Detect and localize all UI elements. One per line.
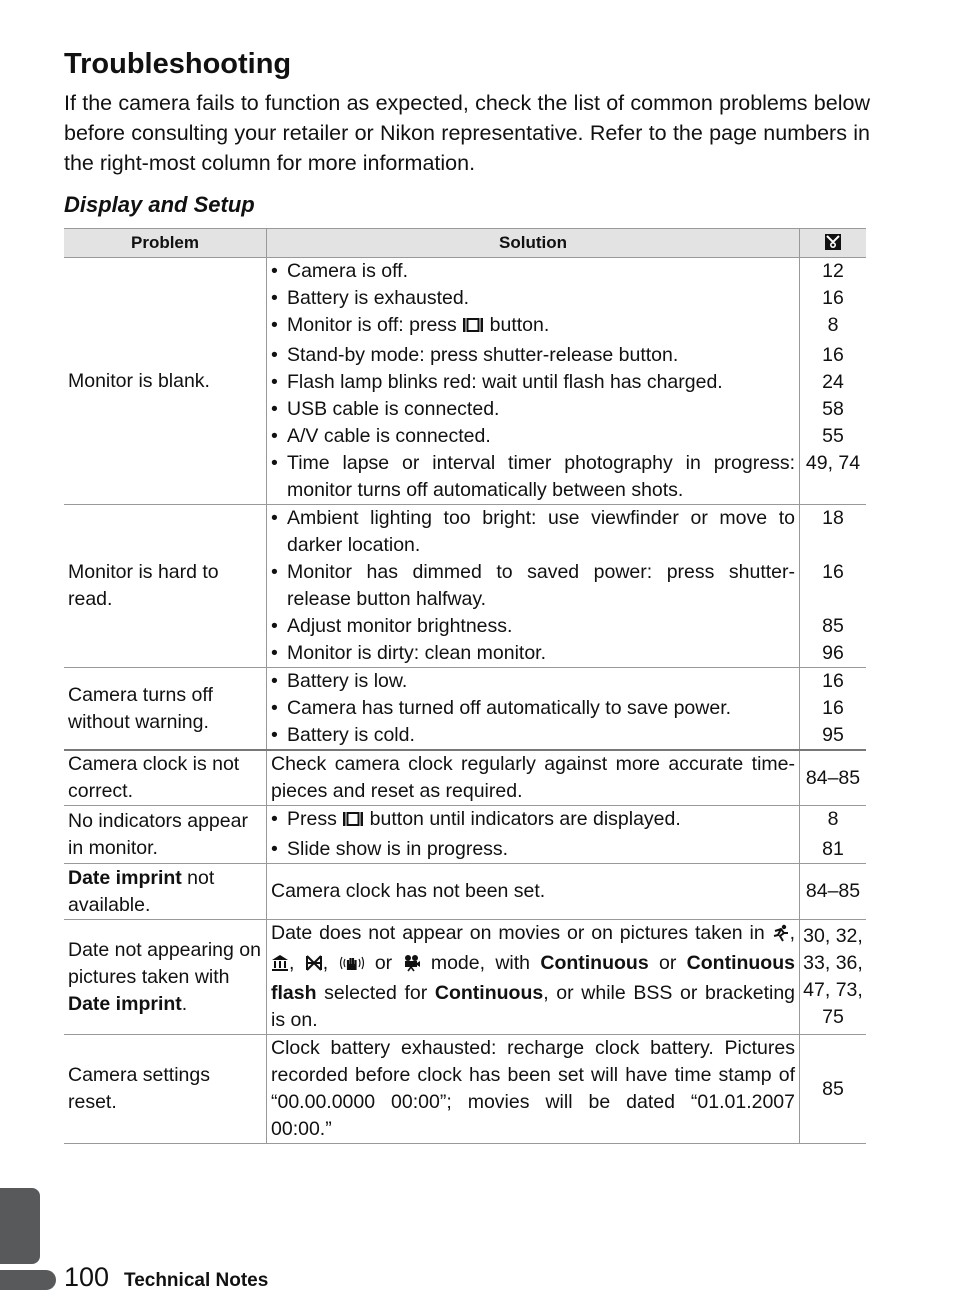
text-run: . — [181, 992, 188, 1015]
section-name: Technical Notes — [124, 1270, 269, 1291]
solution-cell — [266, 640, 799, 667]
table-row — [64, 668, 866, 751]
page-reference — [799, 342, 866, 369]
solution-text — [287, 640, 546, 667]
bullet: • — [271, 371, 278, 393]
page-reference — [799, 1035, 866, 1143]
solution-cell — [266, 836, 799, 863]
solution-text — [287, 369, 723, 396]
solution-cell — [266, 369, 799, 396]
solution-cell — [266, 920, 799, 1034]
text-run: A/V cable is connected. — [287, 425, 491, 447]
text-run: Clock battery exhausted: recharge clock battery. Pictures recorded before clock has been set will have time stamp of “00.00.0000 00:00”; movies will be dated “01.01.2007 00:00.” — [271, 1037, 795, 1140]
text-run: Monitor has dimmed to saved power: press shutter-release button halfway. — [287, 561, 795, 610]
bullet: • — [271, 425, 278, 447]
page-reference-text: 58 — [822, 398, 844, 420]
chapter-tab — [0, 1188, 40, 1264]
solution-text — [287, 285, 469, 312]
bullet: • — [271, 615, 278, 637]
solution-cell — [266, 505, 799, 559]
text-run: Camera is off. — [287, 260, 409, 282]
page-reference-text: 49, 74 — [805, 452, 861, 474]
bullet: • — [271, 561, 278, 583]
problem-cell — [64, 505, 266, 667]
page-reference-text: 85 — [822, 615, 844, 637]
text-run: Camera turns off without warning. — [68, 683, 213, 733]
page-reference-text: 8 — [827, 808, 839, 830]
page-reference-text: 16 — [822, 670, 844, 692]
text-run: Stand-by mode: press shutter-release button. — [287, 344, 679, 366]
bold-text: Continuous flash — [271, 952, 795, 1004]
solution-text — [287, 342, 678, 369]
page-reference-text: 24 — [822, 371, 844, 393]
monitor-button-icon — [342, 809, 364, 836]
page-reference-text: 16 — [822, 697, 844, 719]
text-run: Battery is cold. — [287, 724, 415, 746]
page-reference — [799, 559, 866, 613]
text-run: , or while BSS or bracketing is on. — [271, 982, 796, 1031]
problem-cell — [64, 751, 266, 805]
bold-text: Date imprint — [68, 992, 182, 1015]
text-run: Check camera clock regularly against more accurate time-pieces and reset as required. — [271, 753, 795, 802]
solution-cell — [266, 450, 799, 504]
table-header — [64, 228, 866, 258]
bullet: • — [271, 344, 278, 366]
bullet: • — [271, 398, 278, 420]
solution-cell — [266, 668, 799, 695]
bullet: • — [271, 314, 278, 336]
bullet: • — [271, 287, 278, 309]
text-run: Camera clock has not been set. — [271, 880, 546, 902]
page-reference-text: 84–85 — [805, 880, 861, 902]
text-run: mode, with — [420, 952, 541, 974]
text-run: Monitor is dirty: clean monitor. — [287, 642, 547, 664]
solution-text — [287, 836, 508, 863]
sports-mode-icon — [772, 923, 790, 950]
solution-text — [287, 423, 491, 450]
bullet: • — [271, 724, 278, 746]
page-reference-text: 16 — [822, 287, 844, 309]
solution-cell — [266, 864, 799, 919]
page-reference — [799, 450, 866, 504]
solution-cell — [266, 559, 799, 613]
solution-text — [287, 450, 795, 504]
museum-mode-icon — [271, 953, 289, 980]
problem-text — [68, 559, 262, 613]
problem-text — [68, 865, 262, 919]
movie-mode-icon — [403, 953, 421, 980]
page-reference-text: 16 — [822, 344, 844, 366]
page-title: Troubleshooting — [64, 48, 292, 80]
page-reference-text: 96 — [822, 642, 844, 664]
text-run: Ambient lighting too bright: use viewfinder or move to darker location. — [287, 507, 795, 556]
page-reference — [799, 722, 866, 749]
page-reference — [799, 695, 866, 722]
solution-cell — [266, 342, 799, 369]
page-reference — [799, 369, 866, 396]
solution-cell — [266, 312, 799, 342]
text-run: selected for — [316, 982, 435, 1004]
intro-paragraph: If the camera fails to function as expected, check the list of common problems below before consulting your retailer or Nikon representative. Refer to the page numbers in the right-most column for more information. — [64, 91, 870, 175]
problem-text — [68, 808, 262, 862]
text-run: button. — [484, 314, 550, 336]
page-reference-text: 84–85 — [805, 766, 861, 789]
text-run: Battery is exhausted. — [287, 287, 470, 309]
table-row — [64, 751, 866, 806]
table-row — [64, 806, 866, 864]
solution-cell — [266, 806, 799, 836]
text-run: , — [289, 952, 305, 974]
text-run: , — [789, 922, 795, 944]
page-reference — [799, 285, 866, 312]
page-reference — [799, 920, 866, 1034]
bullet: • — [271, 260, 278, 282]
text-run: Slide show is in progress. — [287, 838, 509, 860]
chapter-tab-bar — [0, 1270, 56, 1290]
page-reference — [799, 613, 866, 640]
solution-text — [271, 1035, 795, 1143]
problem-cell — [64, 258, 266, 504]
solution-text — [287, 312, 549, 342]
page-reference — [799, 836, 866, 863]
page-reference — [799, 806, 866, 836]
text-run: Monitor is hard to read. — [68, 561, 219, 610]
solution-cell — [266, 258, 799, 285]
bold-text: Continuous — [540, 952, 649, 974]
bullet: • — [271, 697, 278, 719]
solution-text — [287, 668, 407, 695]
text-run: Press — [287, 808, 343, 830]
solution-cell — [266, 751, 799, 805]
table-row — [64, 1035, 866, 1144]
bullet: • — [271, 642, 278, 664]
page-reference-text: 18 — [822, 507, 844, 529]
text-run: Time lapse or interval timer photography in progress: monitor turns off automatically between shots. — [287, 452, 795, 501]
page-reference — [799, 751, 866, 805]
troubleshooting-table — [64, 228, 866, 1144]
text-run: Date does not appear on movies or on pictures taken in — [271, 922, 772, 944]
problem-text — [68, 937, 262, 1018]
solution-cell — [266, 722, 799, 749]
table-row — [64, 864, 866, 920]
problem-text — [68, 1062, 262, 1116]
page-reference-text: 85 — [822, 1077, 844, 1100]
text-run: No indicators appear in monitor. — [68, 809, 248, 859]
solution-cell — [266, 396, 799, 423]
page-reference-text: 8 — [827, 314, 839, 336]
solution-text — [287, 258, 408, 285]
page-reference — [799, 258, 866, 285]
text-run: USB cable is connected. — [287, 398, 500, 420]
solution-cell — [266, 1035, 799, 1143]
page-reference-text: 12 — [822, 260, 844, 282]
page-reference — [799, 668, 866, 695]
text-run: Camera settings reset. — [68, 1064, 210, 1113]
page-reference — [799, 423, 866, 450]
text-run: Adjust monitor brightness. — [287, 615, 513, 637]
header-reference — [799, 229, 866, 257]
page-reference — [799, 505, 866, 559]
page-reference-text: 81 — [822, 838, 844, 860]
solution-text — [287, 559, 795, 613]
text-run: Monitor is blank. — [68, 369, 210, 392]
bullet: • — [271, 808, 278, 830]
section-subheading: Display and Setup — [64, 192, 255, 217]
anti-shake-mode-icon — [339, 953, 365, 980]
solution-text — [271, 878, 545, 905]
problem-cell — [64, 864, 266, 919]
problem-cell — [64, 920, 266, 1034]
text-run: Camera clock is not correct. — [68, 753, 240, 802]
text-run: Date not appearing on pictures taken with — [68, 938, 261, 988]
text-run: Flash lamp blinks red: wait until flash has charged. — [287, 371, 723, 393]
page-reference — [799, 396, 866, 423]
text-run: Battery is low. — [287, 670, 408, 692]
monitor-button-icon — [462, 315, 484, 342]
solution-text — [287, 806, 681, 836]
page-reference-text: 30, 32, 33, 36, 47, 73, 75 — [803, 925, 863, 1028]
solution-text — [287, 695, 731, 722]
solution-text — [287, 613, 512, 640]
table-row — [64, 258, 866, 505]
solution-text — [287, 722, 415, 749]
table-row — [64, 920, 866, 1035]
bold-text: Continuous — [434, 982, 544, 1004]
page-reference — [799, 864, 866, 919]
fireworks-mode-icon — [305, 953, 323, 980]
problem-text — [68, 751, 262, 805]
problem-cell — [64, 1035, 266, 1143]
solution-cell — [266, 423, 799, 450]
solution-text — [271, 920, 795, 1034]
page-reference — [799, 640, 866, 667]
page-reference — [799, 312, 866, 342]
header-solution: Solution — [266, 229, 799, 257]
page-reference-text: 16 — [822, 561, 844, 583]
solution-text — [287, 505, 795, 559]
bold-text: Date imprint — [68, 866, 182, 889]
bullet: • — [271, 452, 278, 474]
text-run: Monitor is off: press — [287, 314, 463, 336]
solution-cell — [266, 613, 799, 640]
text-run: or — [648, 952, 687, 974]
text-run: button until indicators are displayed. — [364, 808, 681, 830]
solution-text — [271, 751, 795, 805]
bullet: • — [271, 507, 278, 529]
solution-cell — [266, 285, 799, 312]
solution-text — [287, 396, 499, 423]
bullet: • — [271, 670, 278, 692]
page-reference-icon — [824, 233, 842, 251]
text-run: , — [322, 952, 339, 974]
page-reference-text: 55 — [822, 425, 844, 447]
text-run: Camera has turned off automatically to save power. — [287, 697, 732, 719]
bullet: • — [271, 838, 278, 860]
text-run: or — [364, 952, 403, 974]
table-row — [64, 505, 866, 668]
page-reference-text: 95 — [822, 724, 844, 746]
problem-text — [68, 682, 262, 736]
problem-cell — [64, 668, 266, 749]
page-number: 100 — [64, 1262, 110, 1292]
text-run: not available. — [68, 866, 215, 916]
header-problem: Problem — [130, 233, 200, 252]
problem-text — [68, 368, 210, 395]
solution-cell — [266, 695, 799, 722]
problem-cell — [64, 806, 266, 863]
